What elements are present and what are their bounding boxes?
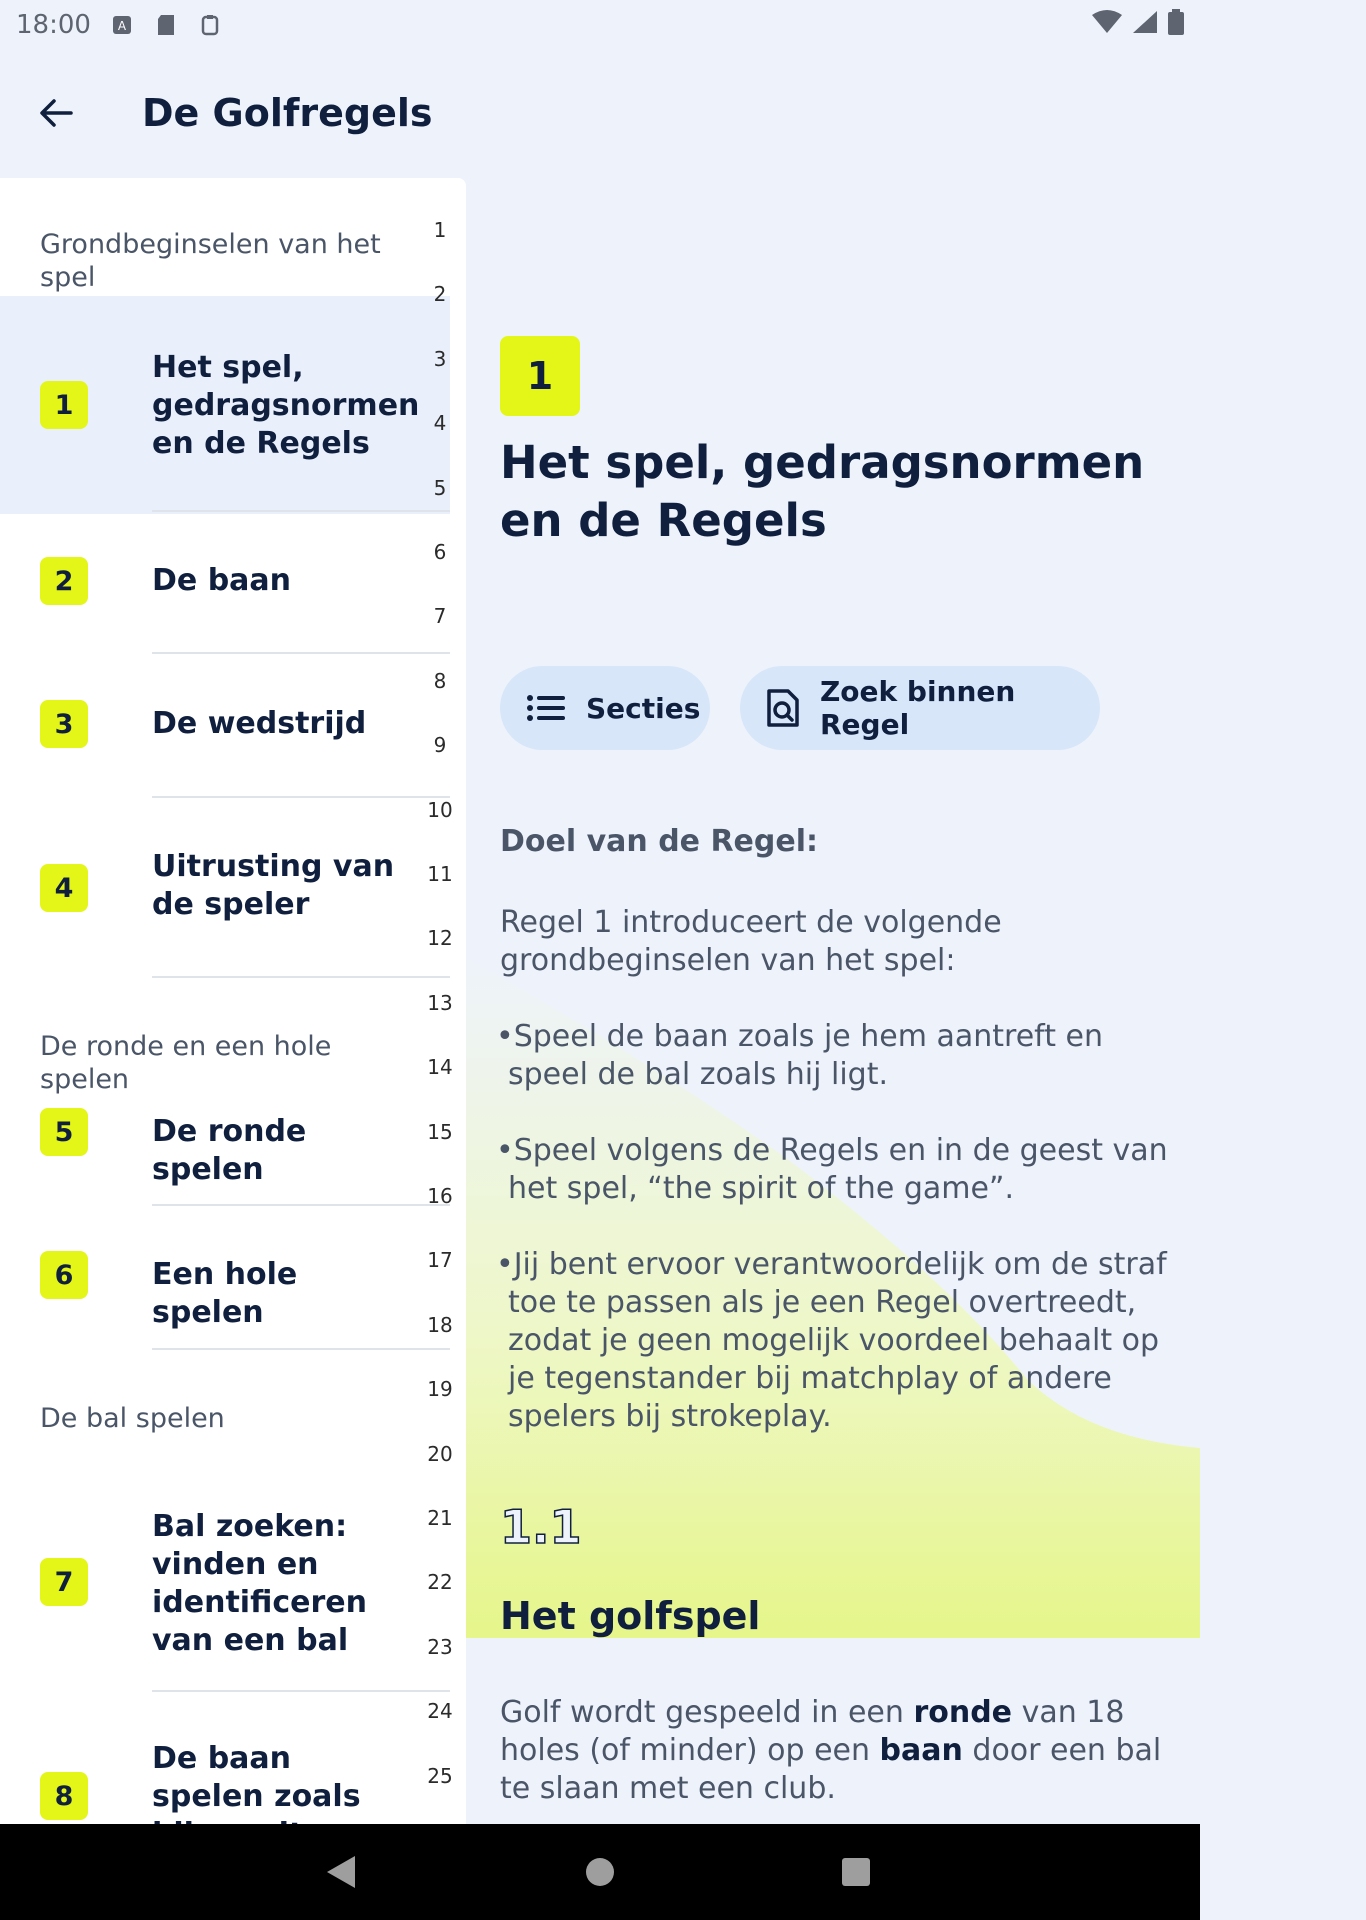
intro-text: Regel 1 introduceert de volgende grondbeginselen van het spel: <box>500 905 1002 978</box>
rule-number-badge: 1 <box>40 381 88 429</box>
toc-section-header: De ronde en een hole spelen <box>40 1031 332 1095</box>
rule-number-badge: 1 <box>500 336 580 416</box>
clipboard-icon <box>199 14 221 36</box>
status-time: 18:00 <box>16 10 91 40</box>
line-number: 1 <box>433 218 447 242</box>
page-title: De Golfregels <box>142 91 433 135</box>
line-number: 13 <box>427 990 453 1015</box>
purpose-title: Doel van de Regel: <box>500 824 819 859</box>
rule-label: De baan spelen zoals <box>152 1741 361 1814</box>
rule-number-badge: 6 <box>40 1251 88 1299</box>
svg-text:A: A <box>117 19 127 33</box>
rule-number-badge: 7 <box>40 1558 88 1606</box>
system-nav-bar <box>0 1824 1200 1920</box>
list-icon <box>526 694 566 722</box>
toc-rule-1[interactable] <box>0 296 450 514</box>
toc-rule-5[interactable] <box>0 1078 450 1187</box>
line-number: 8 <box>433 668 447 693</box>
bullet-item: •Jij bent ervoor verantwoordelijk om de straf toe te passen als je een Regel overtreedt, zodat je geen mogelijk voordeel behaalt op je tegenstander bij matchplay of andere spelers bij strokeplay. <box>496 1247 1167 1434</box>
rule-label: Bal zoeken: vinden en identificeren van een bal <box>152 1509 367 1658</box>
rule-label: Een hole spelen <box>152 1257 298 1330</box>
arrow-back-icon <box>38 95 74 131</box>
rule-label: De wedstrijd <box>152 706 367 741</box>
line-number: 17 <box>427 1248 453 1273</box>
rule-number-badge: 8 <box>40 1772 88 1820</box>
rule-label: De baan <box>152 563 292 598</box>
toc-rule-6[interactable] <box>0 1206 450 1348</box>
line-number: 25 <box>427 1763 453 1788</box>
sections-button[interactable] <box>500 666 710 750</box>
toc-section-header: De bal spelen <box>40 1403 225 1434</box>
toc-rule-7[interactable] <box>0 1478 450 1690</box>
line-number: 16 <box>427 1184 453 1208</box>
toc-rule-3[interactable] <box>0 654 450 798</box>
subrule-text <box>500 1694 1180 1808</box>
rule-number-badge: 3 <box>40 700 88 748</box>
toc-rule-8[interactable] <box>0 1692 450 1832</box>
app-bar <box>0 50 1200 176</box>
rule-title: Het spel, gedragsnormen en de Regels <box>500 436 1145 547</box>
subrule-title: Het golfspel <box>500 1594 761 1638</box>
nav-recents-icon <box>839 1855 873 1889</box>
line-number: 10 <box>427 797 453 822</box>
line-number: 12 <box>427 926 453 951</box>
line-number: 2 <box>433 282 447 307</box>
bullet-item: •Speel volgens de Regels en in de geest van het spel, “the spirit of the game”. <box>496 1133 1168 1206</box>
line-number: 23 <box>427 1634 453 1659</box>
toc-rule-4[interactable] <box>0 798 450 978</box>
sd-card-icon <box>155 14 177 36</box>
line-number: 14 <box>427 1055 453 1080</box>
rule-label: Het spel, gedragsnormen en de Regels <box>152 350 420 461</box>
term-link-baan[interactable]: baan <box>879 1733 963 1768</box>
line-number: 22 <box>427 1570 453 1595</box>
signal-icon <box>1132 10 1158 41</box>
divider <box>152 1348 450 1350</box>
nav-back-button[interactable] <box>312 1842 372 1902</box>
wifi-icon <box>1092 10 1122 41</box>
toc-section-header: Grondbeginselen van het spel <box>40 229 381 293</box>
line-number: 21 <box>427 1506 453 1530</box>
search-in-rule-label: Zoek binnen Regel <box>820 675 1016 741</box>
sections-label: Secties <box>586 691 701 725</box>
text-run: van 18 holes (of minder) op een <box>500 1695 1125 1768</box>
nav-recents-button[interactable] <box>826 1842 886 1902</box>
nav-home-icon <box>583 1855 617 1889</box>
line-number: 15 <box>427 1119 453 1144</box>
nav-home-button[interactable] <box>570 1842 630 1902</box>
rule-number-badge: 4 <box>40 864 88 912</box>
subrule-number: 1.1 <box>500 1500 582 1554</box>
line-number: 18 <box>427 1312 453 1337</box>
line-number: 6 <box>433 540 447 564</box>
line-number: 20 <box>427 1441 453 1466</box>
line-number: 9 <box>433 733 447 758</box>
term-link-ronde[interactable]: ronde <box>913 1695 1013 1730</box>
rule-number-badge: 5 <box>40 1108 88 1156</box>
rule-label: De ronde spelen <box>152 1114 307 1187</box>
line-number: 4 <box>433 411 447 436</box>
rule-detail <box>466 178 1200 1824</box>
toc-rule-2[interactable] <box>0 512 450 654</box>
text-run: door een bal te slaan met een club. <box>500 1733 1162 1806</box>
notification-a-icon <box>111 14 133 36</box>
nav-back-icon <box>325 1854 359 1890</box>
rule-label: Uitrusting van de speler <box>152 849 395 922</box>
search-doc-icon <box>766 688 800 728</box>
search-in-rule-button[interactable] <box>740 666 1100 750</box>
line-number: 7 <box>433 604 447 629</box>
back-button[interactable] <box>26 83 86 143</box>
rules-toc <box>0 178 466 1824</box>
line-number: 19 <box>427 1377 453 1402</box>
line-number: 5 <box>433 475 447 500</box>
line-number: 11 <box>427 862 453 886</box>
status-right <box>1092 9 1184 42</box>
line-number: 24 <box>427 1699 453 1724</box>
rule-number-badge: 2 <box>40 557 88 605</box>
line-number: 3 <box>433 346 447 371</box>
battery-icon <box>1168 9 1184 42</box>
text-run: Golf wordt gespeeld in een <box>500 1695 914 1730</box>
bullet-item: •Speel de baan zoals je hem aantreft en speel de bal zoals hij ligt. <box>496 1019 1103 1092</box>
divider <box>152 976 450 978</box>
status-bar <box>0 0 1200 50</box>
